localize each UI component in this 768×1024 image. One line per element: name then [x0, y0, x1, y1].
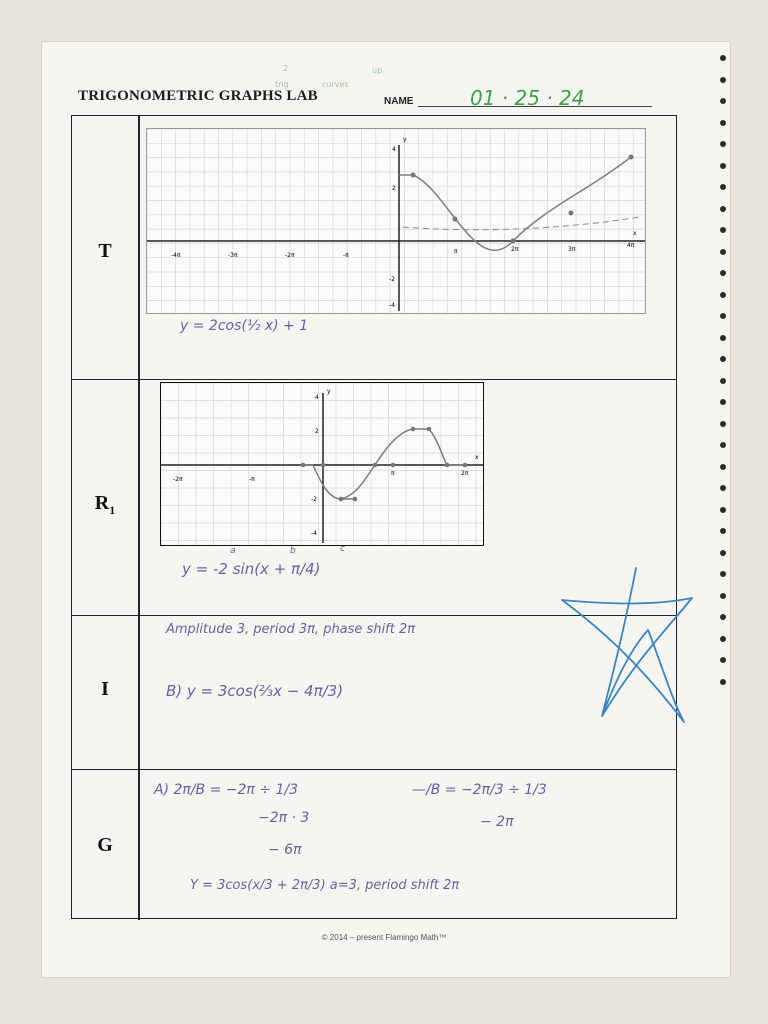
midline-t	[403, 217, 639, 230]
x-tick: π	[391, 470, 395, 477]
work-left-2: −2π · 3	[258, 810, 310, 826]
top-note-4: up	[372, 66, 383, 75]
graph-t-svg	[147, 129, 645, 313]
work-right-2: − 2π	[480, 814, 514, 830]
name-label: NAME	[384, 96, 414, 107]
spiral-hole	[720, 98, 726, 104]
spiral-hole	[720, 679, 726, 685]
x-axis-label: x	[475, 454, 479, 461]
top-note-1: 2	[283, 64, 289, 73]
row-label-r1-main: R	[94, 492, 110, 514]
y-tick: 2	[392, 185, 396, 192]
spiral-hole	[720, 77, 726, 83]
x-tick: π	[454, 248, 458, 255]
answer-g: Y = 3cos(x/3 + 2π/3) a=3, period shift 2π	[190, 878, 460, 893]
graph-t	[146, 128, 646, 314]
x-tick: 2π	[511, 246, 519, 253]
top-note-3: curves	[322, 80, 349, 89]
point	[453, 217, 458, 222]
spiral-hole	[720, 485, 726, 491]
spiral-hole	[720, 593, 726, 599]
y-tick: 4	[392, 146, 396, 153]
row-label-i: I	[101, 678, 109, 700]
answer-i: B) y = 3cos(⅔x − 4π/3)	[166, 682, 344, 700]
point	[445, 463, 450, 468]
x-tick: -4π	[171, 252, 181, 259]
note-b: b	[290, 546, 296, 556]
curve-r1-segment	[341, 465, 375, 499]
answer-t: y = 2cos(½ x) + 1	[180, 318, 309, 334]
name-value: 01 · 25 · 24	[470, 86, 585, 110]
row-label-g: G	[97, 834, 113, 856]
worksheet-table	[71, 115, 677, 919]
spiral-hole	[720, 399, 726, 405]
work-left-1: A) 2π/B = −2π ÷ 1/3	[154, 782, 299, 798]
spiral-hole	[720, 636, 726, 642]
grid-t	[147, 129, 645, 313]
spiral-hole	[720, 141, 726, 147]
x-tick: -2π	[285, 252, 295, 259]
answer-r1: y = -2 sin(x + π/4)	[182, 560, 321, 578]
spiral-hole	[720, 356, 726, 362]
point	[629, 155, 634, 160]
y-tick: -2	[311, 496, 317, 503]
note-a: a	[230, 546, 236, 556]
spiral-hole	[720, 227, 726, 233]
page-title: TRIGONOMETRIC GRAPHS LAB	[78, 88, 318, 104]
point	[339, 497, 344, 502]
spiral-hole	[720, 378, 726, 384]
y-axis-label: y	[403, 136, 407, 143]
point	[463, 463, 468, 468]
point	[569, 211, 574, 216]
y-tick: 2	[315, 428, 319, 435]
point	[411, 427, 416, 432]
point	[391, 463, 396, 468]
x-tick: -π	[343, 252, 349, 259]
work-left-3: − 6π	[268, 842, 302, 858]
given-i: Amplitude 3, period 3π, phase shift 2π	[166, 622, 416, 637]
spiral-hole	[720, 292, 726, 298]
row-label-r1-sub: 1	[109, 503, 116, 517]
curve-t	[399, 157, 631, 250]
point	[511, 239, 516, 244]
curve-r1-segment	[429, 429, 447, 465]
spiral-hole	[720, 507, 726, 513]
point	[301, 463, 306, 468]
point	[353, 497, 358, 502]
spiral-hole	[720, 313, 726, 319]
column-divider	[138, 380, 140, 615]
column-divider	[138, 116, 140, 379]
row-g	[72, 770, 676, 920]
x-axis-label: x	[633, 230, 637, 237]
spiral-hole	[720, 614, 726, 620]
point	[373, 463, 378, 468]
y-tick: -2	[389, 276, 395, 283]
note-c: c	[340, 544, 345, 554]
spiral-hole	[720, 421, 726, 427]
curve-r1	[303, 429, 467, 499]
row-label-t: T	[98, 240, 112, 262]
spiral-hole	[720, 528, 726, 534]
spiral-hole	[720, 163, 726, 169]
spiral-binding	[716, 55, 730, 695]
row-t	[72, 116, 676, 380]
x-tick: -2π	[173, 476, 183, 483]
row-label-r1	[72, 492, 138, 518]
spiral-hole	[720, 464, 726, 470]
column-divider	[138, 616, 140, 769]
point	[427, 427, 432, 432]
point	[411, 173, 416, 178]
work-right-1: —/B = −2π/3 ÷ 1/3	[412, 782, 547, 798]
y-axis-label: y	[327, 388, 331, 395]
spiral-hole	[720, 249, 726, 255]
column-divider	[138, 770, 140, 920]
graph-r1	[160, 382, 484, 546]
x-tick: 2π	[461, 470, 469, 477]
point	[321, 463, 326, 468]
graph-r1-svg	[161, 383, 483, 545]
spiral-hole	[720, 442, 726, 448]
spiral-hole	[720, 120, 726, 126]
spiral-hole	[720, 206, 726, 212]
spiral-hole	[720, 335, 726, 341]
star-doodle	[556, 560, 696, 730]
spiral-hole	[720, 184, 726, 190]
spiral-hole	[720, 270, 726, 276]
x-tick: -3π	[228, 252, 238, 259]
y-tick: -4	[311, 530, 317, 537]
x-tick: 3π	[568, 246, 576, 253]
top-note-2: trig	[275, 80, 289, 89]
y-tick: 4	[315, 394, 319, 401]
x-tick: 4π	[627, 242, 635, 249]
x-tick: -π	[249, 476, 255, 483]
spiral-hole	[720, 571, 726, 577]
spiral-hole	[720, 550, 726, 556]
footer-copyright: © 2014 – present Flamingo Math™	[321, 933, 447, 942]
spiral-hole	[720, 55, 726, 61]
spiral-hole	[720, 657, 726, 663]
y-tick: -4	[389, 302, 395, 309]
